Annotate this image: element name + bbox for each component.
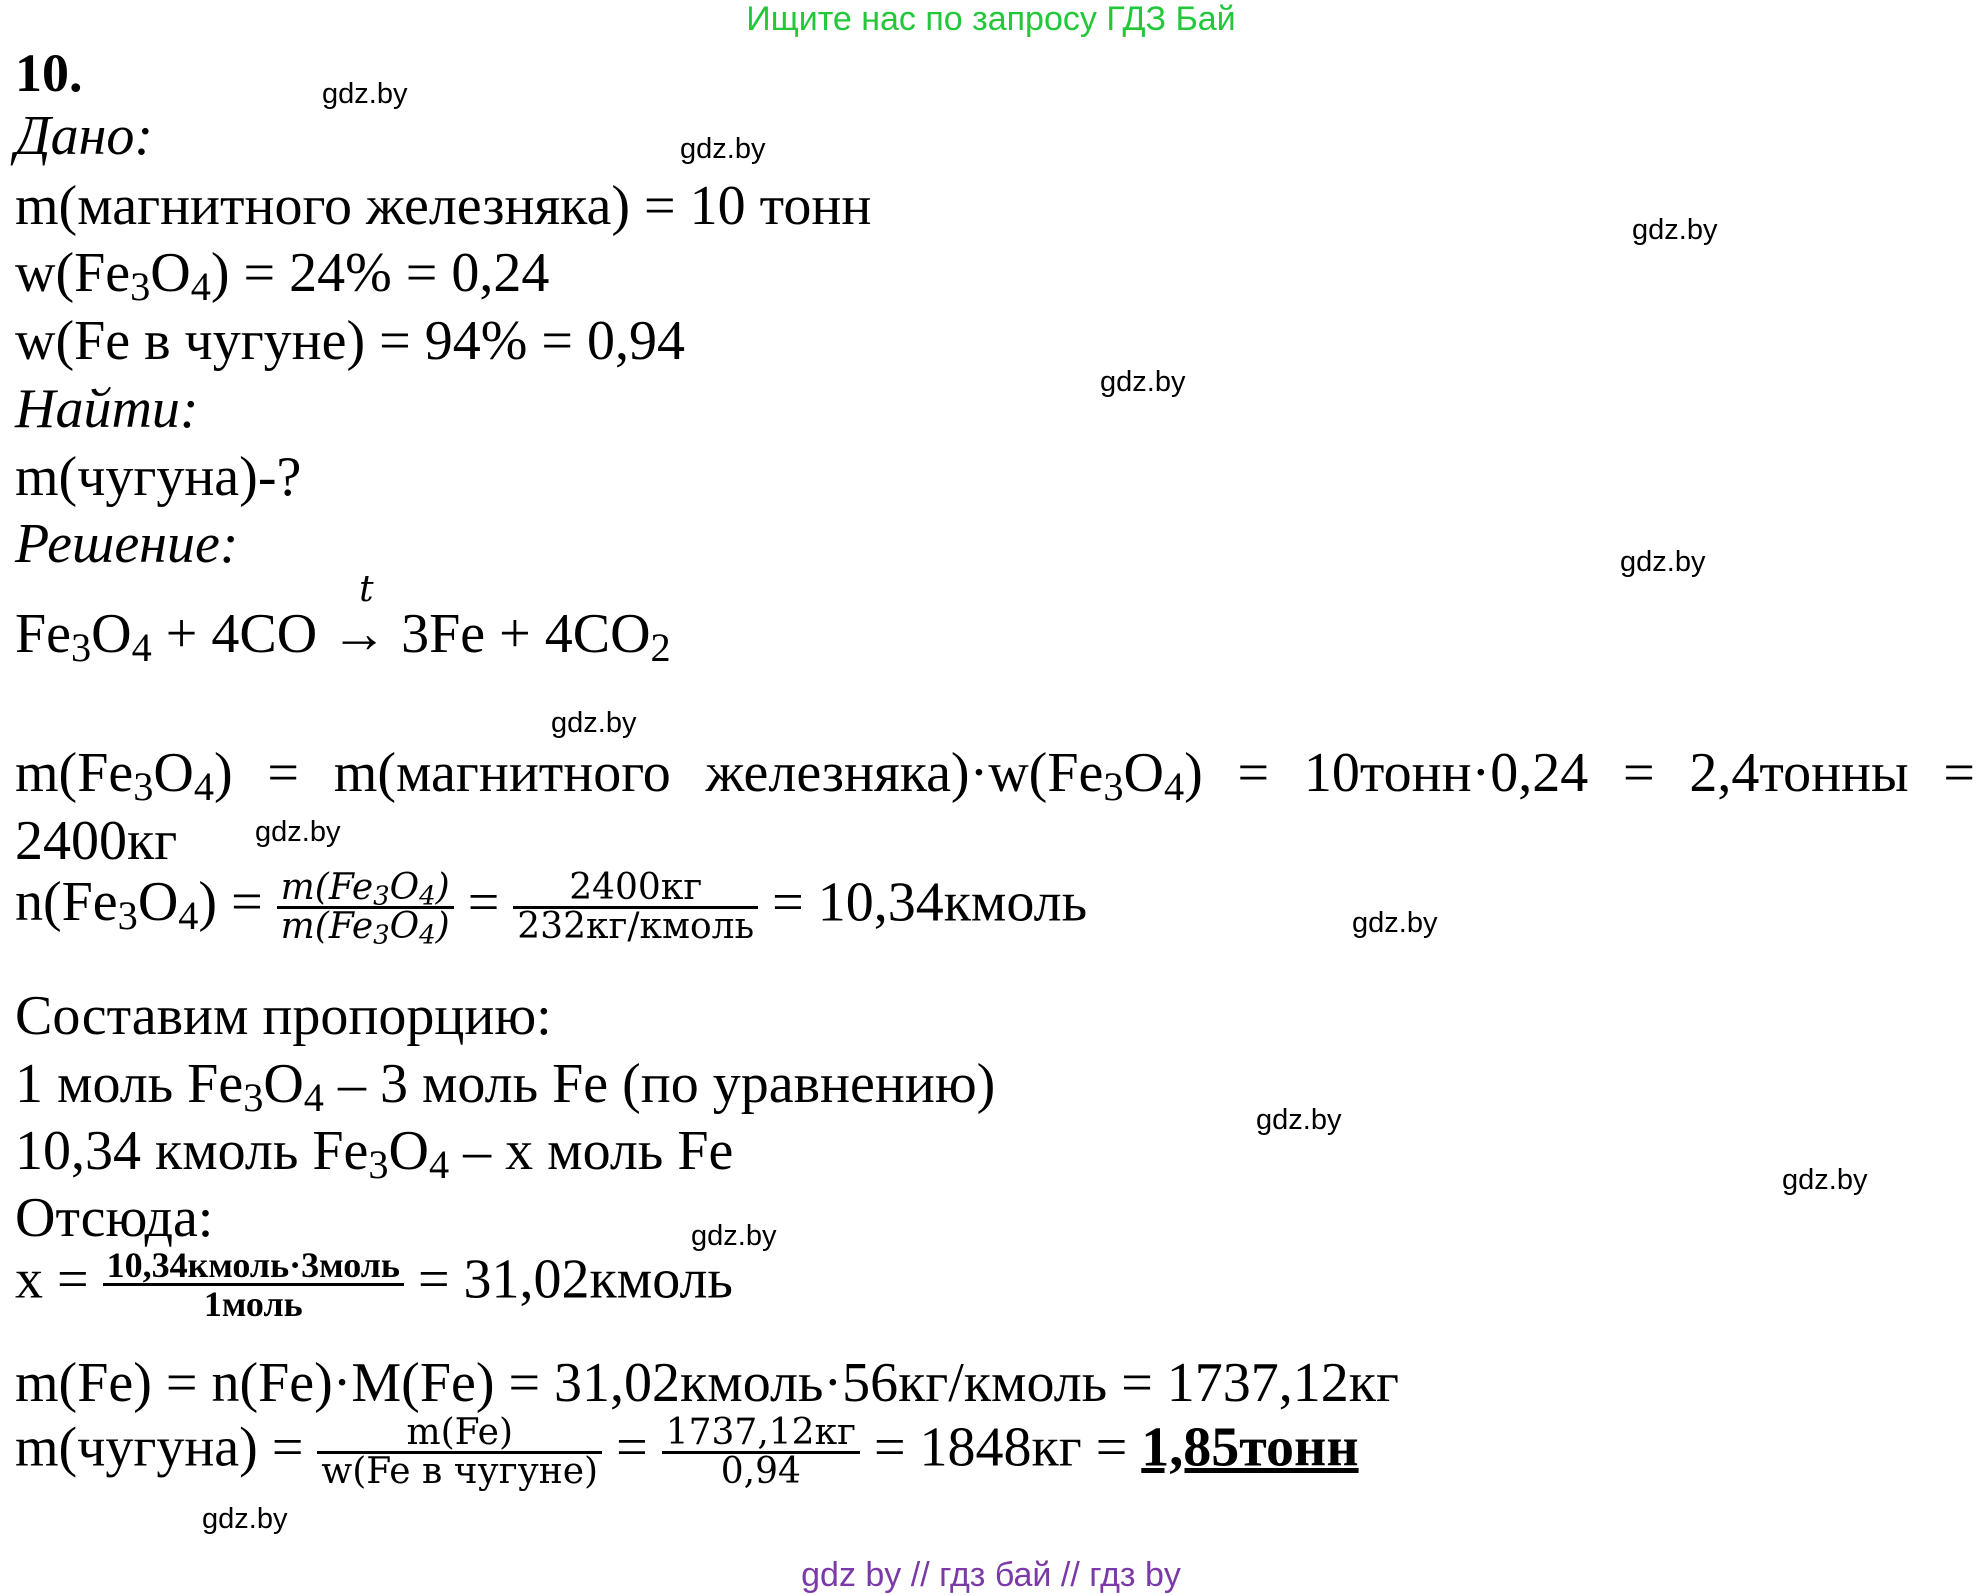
cast-iron-numeric-fraction: $\frac{1737,12кг}{0,94}$ [662,1415,860,1490]
cast-iron-fraction: $\frac{m(Fe)}{\text{w(Fe в чугуне)}}$ [317,1415,602,1490]
find-target: m(чугуна)-? [15,446,302,508]
given-ore-mass: m(магнитного железняка) = 10 тонн [15,175,872,237]
find-label: Найти: [15,378,199,440]
fe-mass-calc: m(Fe) = n(Fe)·M(Fe) = 31,02кмоль·56кг/кмоль = 1737,12кг [15,1352,1399,1414]
fe3o4-mass-result: 2400кг [15,810,178,872]
given-fe-fraction: w(Fe в чугуне) = 94% = 0,94 [15,310,685,372]
search-banner: Ищите нас по запросу ГДЗ Бай [746,0,1236,38]
proportion-label: Составим пропорцию: [15,985,552,1047]
solution-label: Решение: [15,513,239,575]
given-fe3o4-fraction: $w(Fe_3O_4) = 24\% = 0,24$ [15,242,550,309]
watermark: gdz.by [1100,366,1186,398]
x-calc: x = $\frac{\text{10,34кмоль·3моль}}{\text{1моль}}$ = 31,02кмоль [15,1245,733,1324]
problem-number: 10. [15,43,83,103]
final-answer: 1,85тонн [1141,1416,1359,1479]
proportion-line-1: 1 моль $Fe_3O_4 - 3$ моль Fe (по уравнению) [15,1053,996,1120]
arrow-icon: t → [331,569,388,665]
fe3o4-moles-calc: $n(Fe_3O_4)$ = $\frac{m(Fe_3O_4)}{m(Fe_3O_4)}$ = $\frac{2400кг}{\text{232кг/кмоль}}$ = 10,34кмоль [15,867,1088,951]
reaction-equation: $Fe_3O_4 + 4CO$ t → $3Fe + 4CO_2$ [15,569,671,670]
molar-fraction: $\frac{m(Fe_3O_4)}{m(Fe_3O_4)}$ [277,870,454,945]
footer-links: gdz by // гдз бай // гдз by [801,1556,1181,1594]
watermark: gdz.by [691,1220,777,1252]
given-label: Дано: [15,105,154,167]
watermark: gdz.by [680,133,766,165]
proportion-line-2: 10,34 кмоль $Fe_3O_4$ – x моль Fe [15,1120,734,1187]
watermark: gdz.by [1632,214,1718,246]
watermark: gdz.by [1256,1104,1342,1136]
cast-iron-mass-calc: m(чугуна) = $\frac{m(Fe)}{\text{w(Fe в чугуне)}}$ = $\frac{1737,12кг}{0,94}$ = 1848кг = 1,85тонн [15,1412,1359,1492]
watermark: gdz.by [255,816,341,848]
hence-label: Отсюда: [15,1187,214,1249]
numeric-fraction: $\frac{2400кг}{\text{232кг/кмоль}}$ [513,870,758,945]
watermark: gdz.by [1782,1164,1868,1196]
watermark: gdz.by [322,78,408,110]
fe3o4-mass-calc: $m(Fe_3O_4)$ = m(магнитного $железняка)\cdot w(Fe_3O_4)$ = 10тонн·0,24 = 2,4тонны = [15,742,1975,809]
x-fraction: $\frac{\text{10,34кмоль·3моль}}{\text{1моль}}$ [103,1247,404,1322]
watermark: gdz.by [1620,546,1706,578]
watermark: gdz.by [551,707,637,739]
watermark: gdz.by [1352,907,1438,939]
watermark: gdz.by [202,1503,288,1535]
